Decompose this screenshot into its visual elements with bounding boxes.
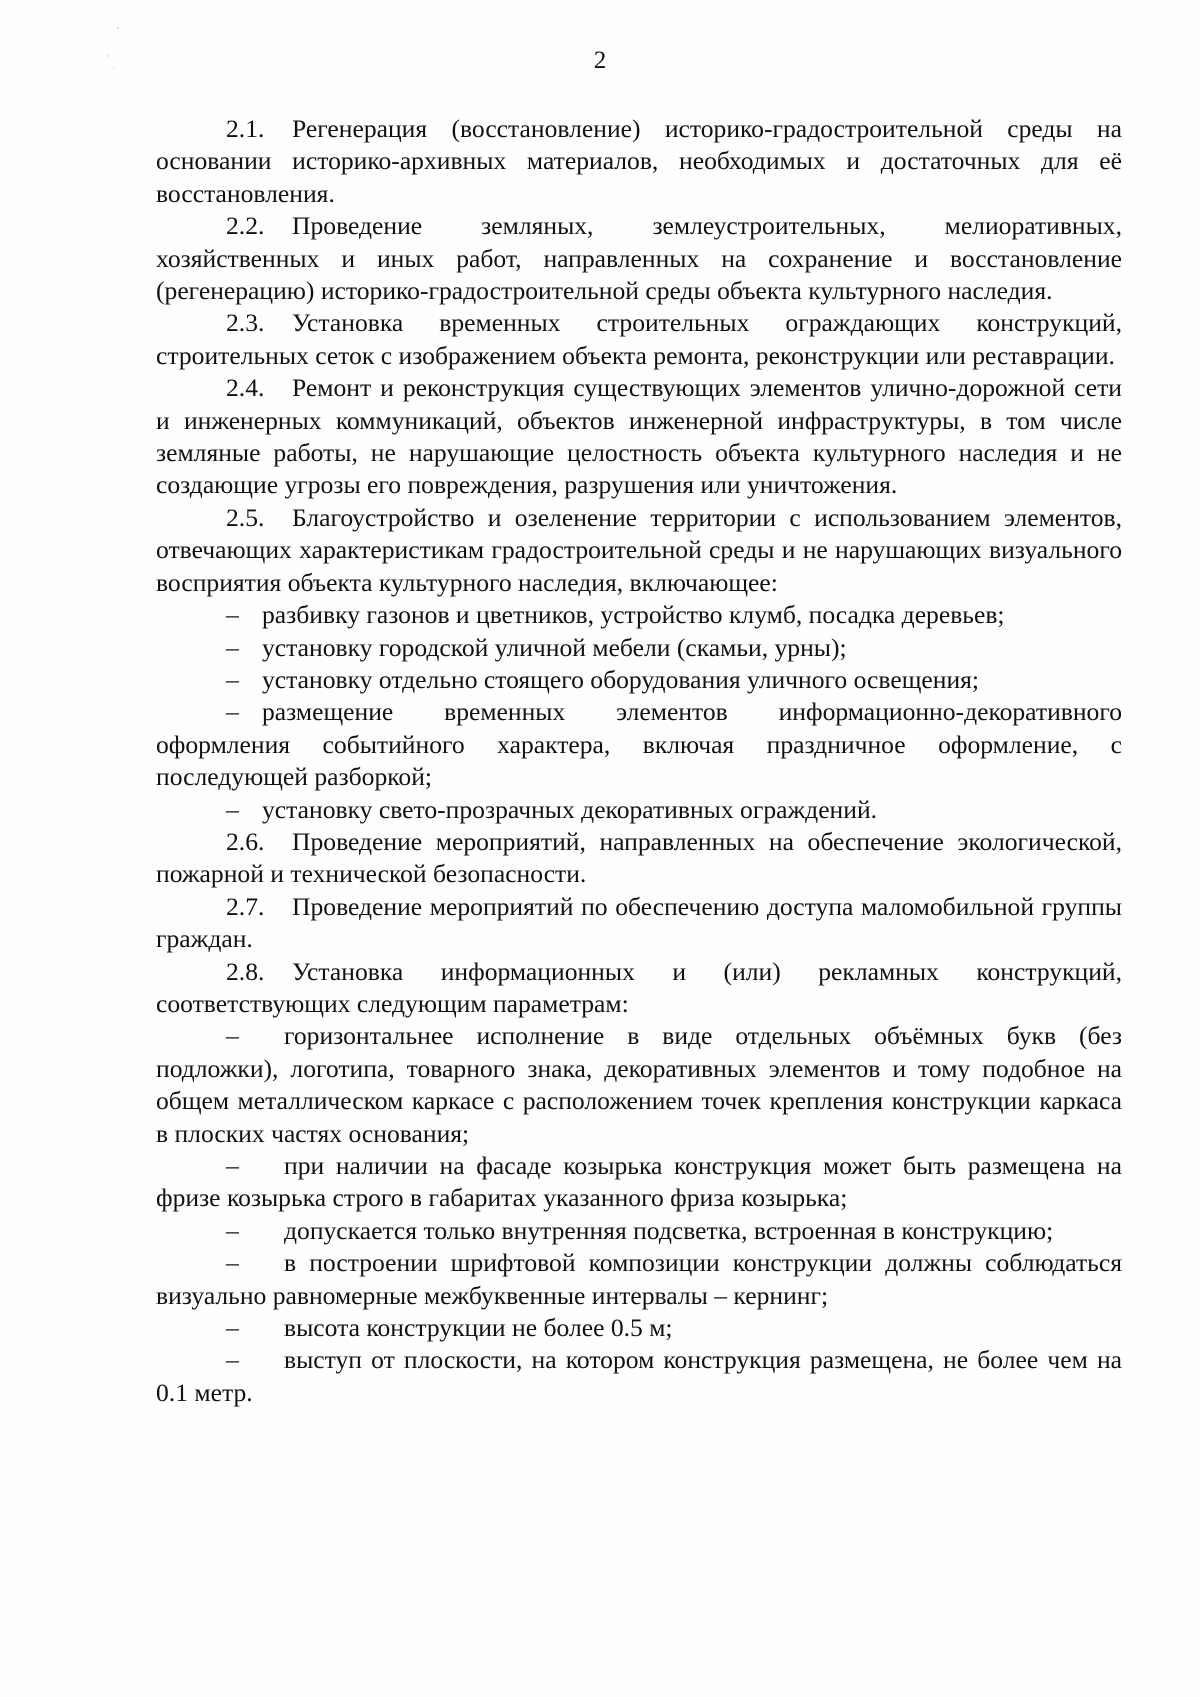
list-item xyxy=(156,1344,1122,1409)
paragraph-number: 2.4. xyxy=(226,373,265,403)
list-item-text: установку свето-прозрачных декоративных ограждений. xyxy=(262,794,878,824)
list-item-text: при наличии на фасаде козырька конструкция может быть размещена на фризе козырька строго в габаритах указанного фриза козырька; xyxy=(156,1151,1122,1213)
list-dash-marker: – xyxy=(226,1215,239,1245)
list-item-text: горизонтальнее исполнение в виде отдельных объёмных букв (без подложки), логотипа, товарного знака, декоративных элементов и тому подобное на общем металлическом каркасе с расположением точек крепления конструкции каркаса в плоских частях основания; xyxy=(156,1021,1122,1148)
list-dash-marker: – xyxy=(226,1248,239,1278)
numbered-paragraph xyxy=(156,307,1122,372)
list-item-text: в построении шрифтовой композиции конструкции должны соблюдаться визуально равномерные межбуквенные интервалы – кернинг; xyxy=(156,1248,1122,1310)
paragraph-text: Благоустройство и озеленение территории с использованием элементов, отвечающих характеристикам градостроительной среды и не нарушающих визуального восприятия объекта культурного наследия, включающее: xyxy=(156,502,1122,597)
paragraph-number: 2.2. xyxy=(226,211,265,241)
list-item xyxy=(156,1020,1122,1150)
paragraph-text: Установка информационных и (или) рекламных конструкций, соответствующих следующим параметрам: xyxy=(156,956,1122,1018)
document-body xyxy=(156,113,1122,1409)
list-dash-marker: – xyxy=(226,1345,239,1375)
list-item xyxy=(156,794,1122,826)
list-item-text: высота конструкции не более 0.5 м; xyxy=(284,1313,673,1343)
paragraph-text: Проведение мероприятий по обеспечению доступа маломобильной группы граждан. xyxy=(156,891,1122,954)
list-item xyxy=(156,632,1122,664)
list-item xyxy=(156,1150,1122,1215)
paragraph-number: 2.6. xyxy=(226,826,265,856)
list-item xyxy=(156,599,1122,631)
list-dash-marker: – xyxy=(226,600,239,630)
numbered-paragraph xyxy=(156,502,1122,599)
list-item-text: допускается только внутренняя подсветка, встроенная в конструкцию; xyxy=(284,1215,1054,1245)
list-item xyxy=(156,1247,1122,1312)
list-item-text: размещение временных элементов информационно-декоративного оформления событийного характера, включая праздничное оформление, с последующей разборкой; xyxy=(156,697,1122,792)
numbered-paragraph xyxy=(156,372,1122,502)
numbered-paragraph xyxy=(156,956,1122,1021)
list-dash-marker: – xyxy=(226,1021,239,1051)
list-dash-marker: – xyxy=(226,1151,239,1180)
list-dash-marker: – xyxy=(226,794,239,824)
paragraph-number: 2.3. xyxy=(226,308,265,338)
list-item xyxy=(156,1312,1122,1344)
numbered-paragraph xyxy=(156,826,1122,891)
page-number: 2 xyxy=(593,47,607,74)
paragraph-number: 2.7. xyxy=(226,891,265,921)
paragraph-number: 2.5. xyxy=(226,502,265,532)
list-dash-marker: – xyxy=(226,632,239,662)
list-dash-marker: – xyxy=(226,697,239,727)
list-item-text: установку городской уличной мебели (скамьи, урны); xyxy=(262,632,847,662)
paragraph-number: 2.1. xyxy=(226,114,265,143)
list-item xyxy=(156,696,1122,793)
list-item-text: разбивку газонов и цветников, устройство клумб, посадка деревьев; xyxy=(262,600,1005,630)
list-item xyxy=(156,1215,1122,1247)
paragraph-text: Регенерация (восстановление) историко-градостроительной среды на основании историко-архивных материалов, необходимых и достаточных для её восстановления. xyxy=(156,114,1122,208)
paragraph-text: Проведение мероприятий, направленных на обеспечение экологической, пожарной и технической безопасности. xyxy=(156,826,1122,889)
paragraph-text: Установка временных строительных ограждающих конструкций, строительных сеток с изображением объекта ремонта, реконструкции или реставрации. xyxy=(156,308,1122,370)
list-item-text: установку отдельно стоящего оборудования уличного освещения; xyxy=(262,664,980,694)
numbered-paragraph xyxy=(156,113,1122,210)
numbered-paragraph xyxy=(156,210,1122,307)
paragraph-number: 2.8. xyxy=(226,956,265,986)
list-item-text: выступ от плоскости, на котором конструкция размещена, не более чем на 0.1 метр. xyxy=(156,1345,1122,1407)
numbered-paragraph xyxy=(156,891,1122,956)
paragraph-text: Проведение земляных, землеустроительных, мелиоративных, хозяйственных и иных работ, направленных на сохранение и восстановление (регенерацию) историко-градостроительной среды объекта культурного наследия. xyxy=(156,211,1122,306)
paragraph-text: Ремонт и реконструкция существующих элементов улично-дорожной сети и инженерных коммуникаций, объектов инженерной инфраструктуры, в том числе земляные работы, не нарушающие целостность объекта культурного наследия и не создающие угрозы его повреждения, разрушения или уничтожения. xyxy=(156,373,1122,500)
list-dash-marker: – xyxy=(226,664,239,694)
list-item xyxy=(156,664,1122,696)
list-dash-marker: – xyxy=(226,1313,239,1343)
